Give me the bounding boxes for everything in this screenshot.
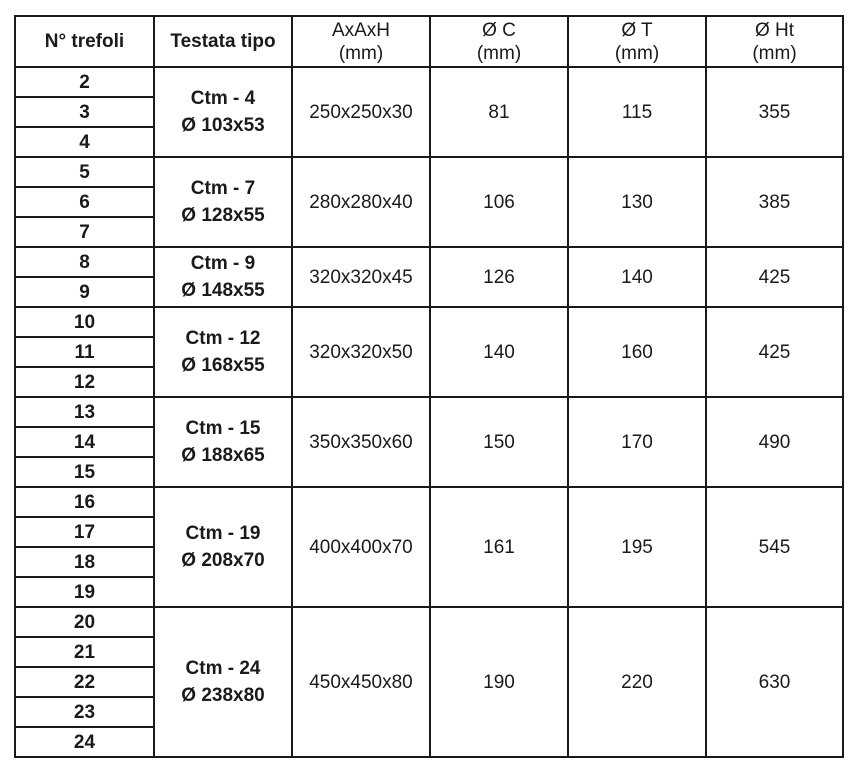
diam-c-cell: 150 — [430, 397, 568, 487]
trefoli-count-cell: 22 — [15, 667, 154, 697]
diam-t-cell: 115 — [568, 67, 706, 157]
trefoli-count-cell: 24 — [15, 727, 154, 757]
testata-model: Ctm - 12 — [185, 328, 261, 349]
table-row — [15, 397, 843, 427]
diam-c-cell: 126 — [430, 247, 568, 307]
trefoli-count-cell: 7 — [15, 217, 154, 247]
diam-ht-cell: 545 — [706, 487, 843, 607]
trefoli-count-cell: 4 — [15, 127, 154, 157]
diam-c-cell: 106 — [430, 157, 568, 247]
trefoli-count-cell: 11 — [15, 337, 154, 367]
diam-c-cell: 81 — [430, 67, 568, 157]
trefoli-count-cell: 3 — [15, 97, 154, 127]
trefoli-count-cell: 19 — [15, 577, 154, 607]
table-row — [15, 487, 843, 517]
table-row — [15, 307, 843, 337]
axaxh-cell: 350x350x60 — [292, 397, 430, 487]
trefoli-count-cell: 9 — [15, 277, 154, 307]
testata-model: Ctm - 7 — [190, 178, 256, 199]
diam-t-cell: 170 — [568, 397, 706, 487]
trefoli-count-cell: 12 — [15, 367, 154, 397]
testata-tipo-cell — [154, 247, 292, 307]
testata-tipo-cell — [154, 67, 292, 157]
axaxh-cell: 400x400x70 — [292, 487, 430, 607]
testata-spec-table — [14, 15, 844, 758]
trefoli-count-cell: 17 — [15, 517, 154, 547]
axaxh-cell: 280x280x40 — [292, 157, 430, 247]
testata-tipo-cell — [154, 607, 292, 757]
testata-tipo-cell — [154, 397, 292, 487]
table-row — [15, 157, 843, 187]
testata-diameter: Ø 103x53 — [181, 115, 265, 136]
diam-t-cell: 140 — [568, 247, 706, 307]
diam-ht-cell: 385 — [706, 157, 843, 247]
testata-model: Ctm - 9 — [190, 253, 256, 274]
table-row — [15, 67, 843, 97]
trefoli-count-cell: 16 — [15, 487, 154, 517]
header-testata: Testata tipo — [154, 16, 292, 67]
diam-t-cell: 195 — [568, 487, 706, 607]
testata-tipo-cell — [154, 487, 292, 607]
diam-ht-cell: 490 — [706, 397, 843, 487]
testata-tipo-cell — [154, 157, 292, 247]
header-row — [15, 16, 843, 67]
trefoli-count-cell: 14 — [15, 427, 154, 457]
trefoli-count-cell: 5 — [15, 157, 154, 187]
trefoli-count-cell: 6 — [15, 187, 154, 217]
diam-ht-cell: 630 — [706, 607, 843, 757]
diam-ht-cell: 425 — [706, 307, 843, 397]
diam-ht-cell: 425 — [706, 247, 843, 307]
table-body — [15, 67, 843, 757]
testata-diameter: Ø 168x55 — [181, 355, 265, 376]
testata-diameter: Ø 128x55 — [181, 205, 265, 226]
trefoli-count-cell: 21 — [15, 637, 154, 667]
testata-diameter: Ø 148x55 — [181, 280, 265, 301]
diam-t-cell: 160 — [568, 307, 706, 397]
trefoli-count-cell: 10 — [15, 307, 154, 337]
diam-c-cell: 140 — [430, 307, 568, 397]
header-diam-ht: Ø Ht (mm) — [706, 16, 843, 67]
axaxh-cell: 320x320x45 — [292, 247, 430, 307]
testata-model: Ctm - 15 — [185, 418, 261, 439]
diam-ht-cell: 355 — [706, 67, 843, 157]
testata-model: Ctm - 4 — [190, 88, 256, 109]
table-row — [15, 247, 843, 277]
trefoli-count-cell: 20 — [15, 607, 154, 637]
trefoli-count-cell: 15 — [15, 457, 154, 487]
trefoli-count-cell: 8 — [15, 247, 154, 277]
testata-diameter: Ø 188x65 — [181, 445, 265, 466]
testata-diameter: Ø 238x80 — [181, 685, 265, 706]
diam-c-cell: 190 — [430, 607, 568, 757]
header-axaxh: AxAxH (mm) — [292, 16, 430, 67]
table-row — [15, 607, 843, 637]
trefoli-count-cell: 23 — [15, 697, 154, 727]
diam-t-cell: 220 — [568, 607, 706, 757]
trefoli-count-cell: 18 — [15, 547, 154, 577]
axaxh-cell: 320x320x50 — [292, 307, 430, 397]
header-trefoli: N° trefoli — [15, 16, 154, 67]
testata-model: Ctm - 19 — [185, 523, 261, 544]
axaxh-cell: 250x250x30 — [292, 67, 430, 157]
diam-t-cell: 130 — [568, 157, 706, 247]
axaxh-cell: 450x450x80 — [292, 607, 430, 757]
trefoli-count-cell: 13 — [15, 397, 154, 427]
trefoli-count-cell: 2 — [15, 67, 154, 97]
header-diam-c: Ø C (mm) — [430, 16, 568, 67]
header-diam-t: Ø T (mm) — [568, 16, 706, 67]
testata-model: Ctm - 24 — [185, 658, 261, 679]
diam-c-cell: 161 — [430, 487, 568, 607]
testata-diameter: Ø 208x70 — [181, 550, 265, 571]
testata-tipo-cell — [154, 307, 292, 397]
